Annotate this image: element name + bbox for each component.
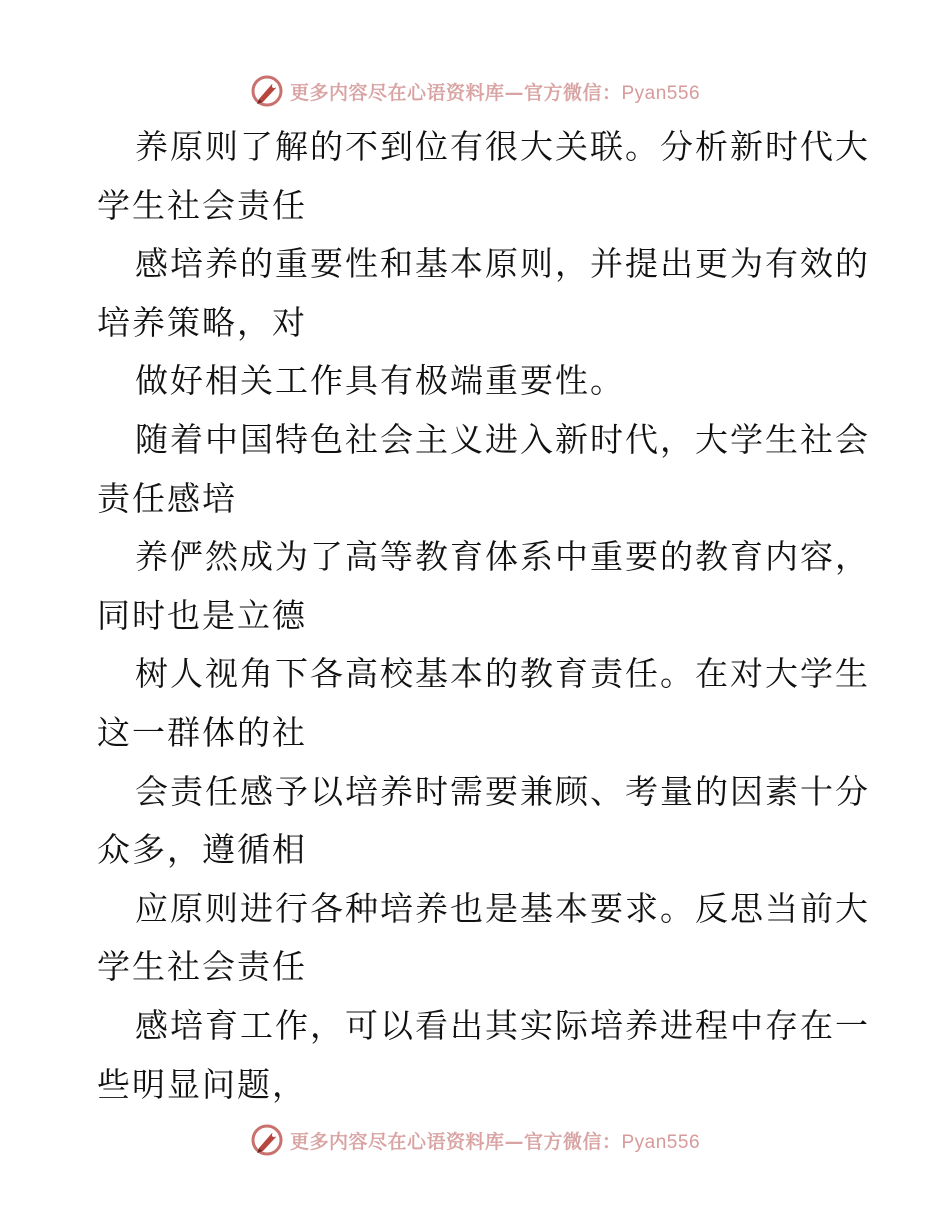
text-line: 学生社会责任 <box>97 185 307 225</box>
text-line: 责任感培 <box>97 478 237 518</box>
watermark-text: 更多内容尽在心语资料库—官方微信：Pyan556 <box>289 1130 701 1153</box>
text-line: 众多，遵循相 <box>97 830 307 870</box>
text-line: 会责任感予以培养时需要兼顾、考量的因素十分 <box>135 771 870 811</box>
pen-logo-icon <box>250 1123 284 1157</box>
text-line: 应原则进行各种培养也是基本要求。反思当前大 <box>135 888 870 928</box>
header-watermark <box>0 71 950 111</box>
text-line: 随着中国特色社会主义进入新时代，大学生社会 <box>135 419 870 459</box>
text-line: 培养策略，对 <box>97 302 307 342</box>
pen-logo-icon <box>250 74 284 108</box>
text-line: 养原则了解的不到位有很大关联。分析新时代大 <box>135 127 870 166</box>
text-line: 感培养的重要性和基本原则，并提出更为有效的 <box>135 244 870 284</box>
text-line: 同时也是立德 <box>97 595 307 635</box>
text-line: 些明显问题， <box>97 1064 307 1104</box>
text-line: 感培育工作，可以看出其实际培养进程中存在一 <box>135 1005 870 1045</box>
watermark-text: 更多内容尽在心语资料库—官方微信：Pyan556 <box>289 81 701 104</box>
text-line: 这一群体的社 <box>97 712 307 752</box>
text-line: 学生社会责任 <box>97 947 307 987</box>
footer-watermark <box>0 1120 950 1160</box>
document-body <box>97 118 870 1114</box>
text-line: 养俨然成为了高等教育体系中重要的教育内容， <box>135 537 870 577</box>
text-line: 做好相关工作具有极端重要性。 <box>135 361 625 401</box>
text-line: 树人视角下各高校基本的教育责任。在对大学生 <box>135 654 870 694</box>
